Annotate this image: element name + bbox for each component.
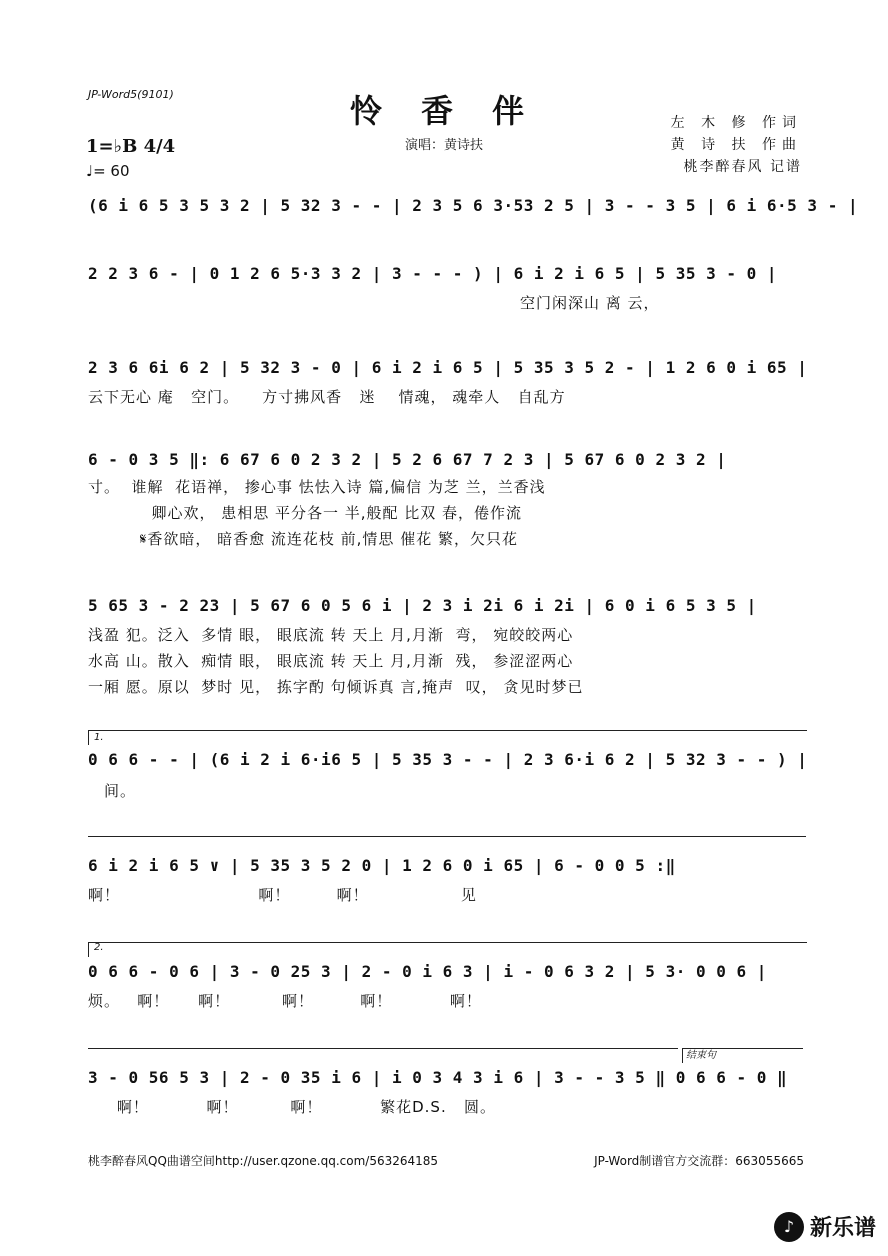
score-line-4: 6 - 0 3 5 ‖: 6 67 6 0 2 3 2 | 5 2 6 67 7 2 3 | 5 67 6 0 2 3 2 |	[88, 450, 727, 469]
score-line-6: 0 6 6 - - | (6 i 2 i 6·i6 5 | 5 35 3 - - | 2 3 6·i 6 2 | 5 32 3 - - ) |	[88, 750, 808, 769]
first-ending-continuation	[88, 836, 806, 851]
logo-text: 新乐谱	[809, 1216, 876, 1241]
music-disc-icon: ♪	[774, 1212, 804, 1242]
tempo-marking: ♩= 60	[86, 162, 130, 180]
score-line-5: 5 65 3 - 2 23 | 5 67 6 0 5 6 i | 2 3 i 2i 6 i 2i | 6 0 i 6 5 3 5 |	[88, 596, 757, 615]
first-ending-number: 1.	[94, 732, 104, 743]
score-line-9: 3 - 0 56 5 3 | 2 - 0 35 i 6 | i 0 3 4 3 i 6 | 3 - - 3 5 ‖ 0 6 6 - 0 ‖	[88, 1068, 788, 1087]
score-line-7: 6 i 2 i 6 5 ∨ | 5 35 3 5 2 0 | 1 2 6 0 i 65 | 6 - 0 0 5 :‖	[88, 856, 676, 875]
score-line-1: (6 i 6 5 3 5 3 2 | 5 32 3 - - | 2 3 5 6 3·53 2 5 | 3 - - 3 5 | 6 i 6·5 3 - |	[88, 196, 859, 215]
second-ending-continuation	[88, 1048, 678, 1063]
key-signature: 1=♭B 4/4	[86, 136, 176, 157]
lyric-line-5c: 一厢 愿。原以 梦时 见， 拣字酌 句倾诉真 言,掩声 叹， 贪见时梦已	[88, 678, 584, 696]
footer-left: 桃李醉春风QQ曲谱空间http://user.qzone.qq.com/563264185	[88, 1154, 439, 1168]
first-ending-bracket	[88, 730, 807, 745]
lyric-line-3: 云下无心 庵 空门。 方寸拂风香 迷 情魂， 魂牵人 自乱方	[88, 388, 566, 406]
lyric-line-4c: 𝄋香欲暗， 暗香愈 流连花枝 前,情思 催花 繁，欠只花	[88, 530, 518, 548]
lyric-line-2: 空门闲深山 离 云，	[520, 294, 660, 312]
song-title: 怜 香 伴	[349, 92, 539, 130]
lyric-line-9: 啊！ 啊！ 啊！ 繁花D.S. 圆。	[88, 1098, 497, 1116]
score-line-3: 2 3 6 6i 6 2 | 5 32 3 - 0 | 6 i 2 i 6 5 | 5 35 3 5 2 - | 1 2 6 0 i 65 |	[88, 358, 808, 377]
lyric-line-5a: 浅盈 犯。泛入 多情 眼， 眼底流 转 天上 月,月渐 弯， 宛皎皎两心	[88, 626, 574, 644]
lyricist-credit: 左 木 修 作词	[670, 115, 802, 131]
lyric-line-5b: 水高 山。散入 痴情 眼， 眼底流 转 天上 月,月渐 残， 参涩涩两心	[88, 652, 574, 670]
lyric-line-4a: 寸。 谁解 花语禅， 掺心事 怯怯入诗 篇,偏信 为芝 兰，兰香浅	[88, 478, 546, 496]
lyric-line-8: 烦。 啊！ 啊！ 啊！ 啊！ 啊！	[88, 992, 482, 1010]
software-label: JP-Word5(9101)	[88, 88, 174, 101]
transcriber-credit: 桃李醉春风 记谱	[683, 159, 802, 175]
singer-credit: 演唱：黄诗扶	[404, 138, 483, 153]
lyric-line-6: 间。	[104, 782, 137, 800]
lyric-line-7: 啊！ 啊！ 啊！ 见	[88, 886, 477, 904]
composer-credit: 黄 诗 扶 作曲	[670, 137, 802, 153]
lyric-line-4b: 卿心欢， 患相思 平分各一 半,般配 比双 春，倦作流	[88, 504, 523, 522]
coda-label: 结束句	[686, 1050, 716, 1061]
footer-right: JP-Word制谱官方交流群：663055665	[594, 1154, 804, 1168]
score-line-8: 0 6 6 - 0 6 | 3 - 0 25 3 | 2 - 0 i 6 3 | i - 0 6 3 2 | 5 3· 0 0 6 |	[88, 962, 767, 981]
site-logo	[774, 1211, 876, 1242]
second-ending-bracket	[88, 942, 807, 957]
score-line-2: 2 2 3 6 - | 0 1 2 6 5·3 3 2 | 3 - - - ) | 6 i 2 i 6 5 | 5 35 3 - 0 |	[88, 264, 778, 283]
second-ending-number: 2.	[94, 942, 104, 953]
